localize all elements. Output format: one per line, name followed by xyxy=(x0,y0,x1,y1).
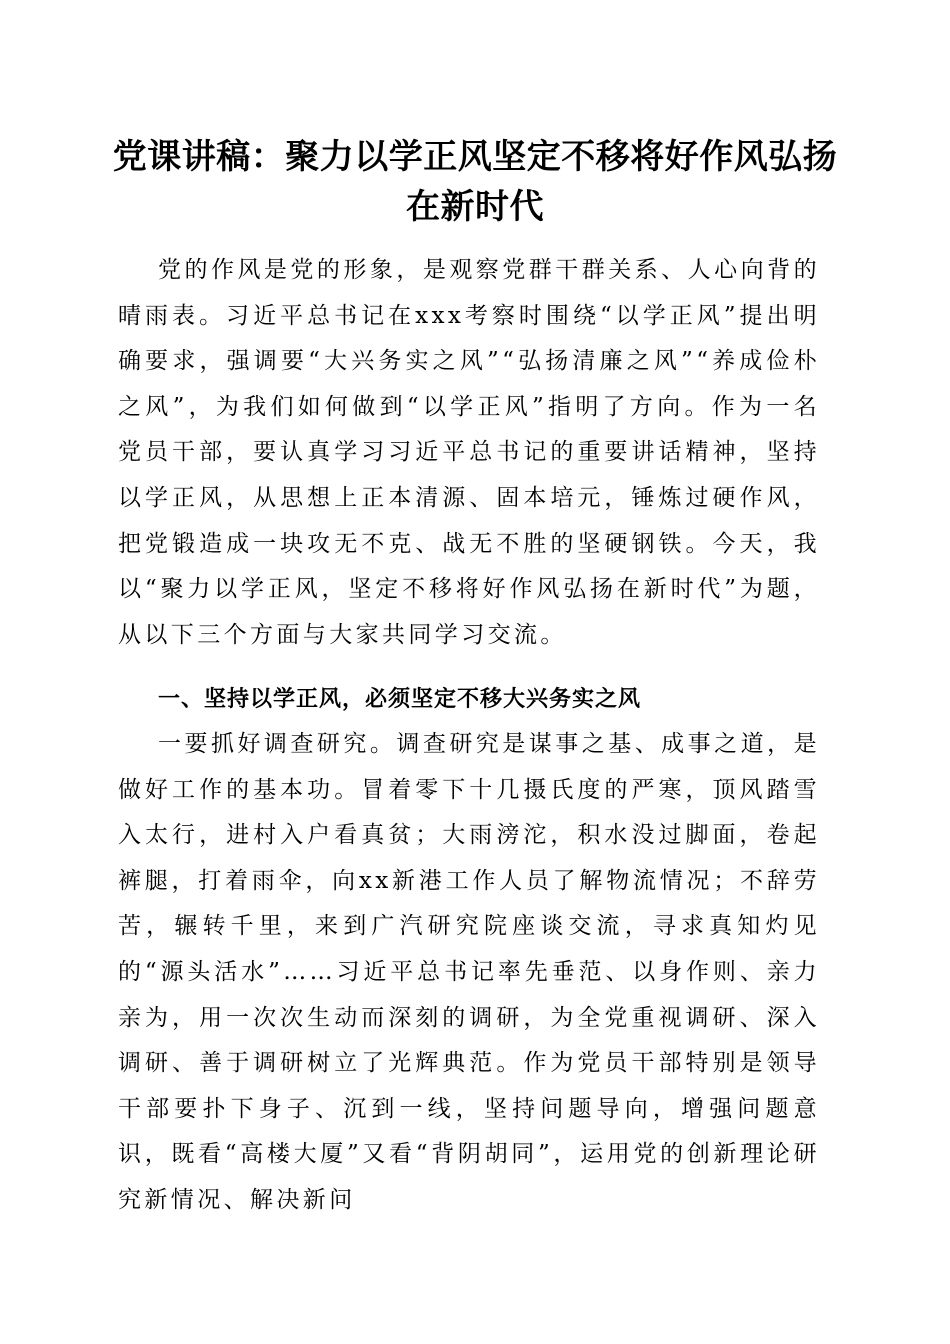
document-title: 党课讲稿：聚力以学正风坚定不移将好作风弘扬在新时代 xyxy=(112,137,838,227)
section-1-paragraph: 一要抓好调查研究。调查研究是谋事之基、成事之道，是做好工作的基本功。冒着零下十几摄氏度的严寒，顶风踏雪入太行，进村入户看真贫；大雨滂沱，积水没过脚面，卷起裤腿，打着雨伞，向xx新港工作人员了解物流情况；不辞劳苦，辗转千里，来到广汽研究院座谈交流，寻求真知灼见的“源头活水”……习近平总书记率先垂范、以身作则、亲力亲为，用一次次生动而深刻的调研，为全党重视调研、深入调研、善于调研树立了光辉典范。作为党员干部特别是领导干部要扑下身子、沉到一线，坚持问题导向，增强问题意识，既看“高楼大厦”又看“背阴胡同”，运用党的创新理论研究新情况、解决新问 xyxy=(118,731,820,1213)
intro-paragraph: 党的作风是党的形象，是观察党群干群关系、人心向背的晴雨表。习近平总书记在xxx考察时围绕“以学正风”提出明确要求，强调要“大兴务实之风”“弘扬清廉之风”“养成俭朴之风”，为我们如何做到“以学正风”指明了方向。作为一名党员干部，要认真学习习近平总书记的重要讲话精神，坚持以学正风，从思想上正本清源、固本培元，锤炼过硬作风，把党锻造成一块攻无不克、战无不胜的坚硬钢铁。今天，我以“聚力以学正风，坚定不移将好作风弘扬在新时代”为题，从以下三个方面与大家共同学习交流。 xyxy=(118,257,820,648)
section-heading-1: 一、坚持以学正风，必须坚定不移大兴务实之风 xyxy=(158,687,642,712)
